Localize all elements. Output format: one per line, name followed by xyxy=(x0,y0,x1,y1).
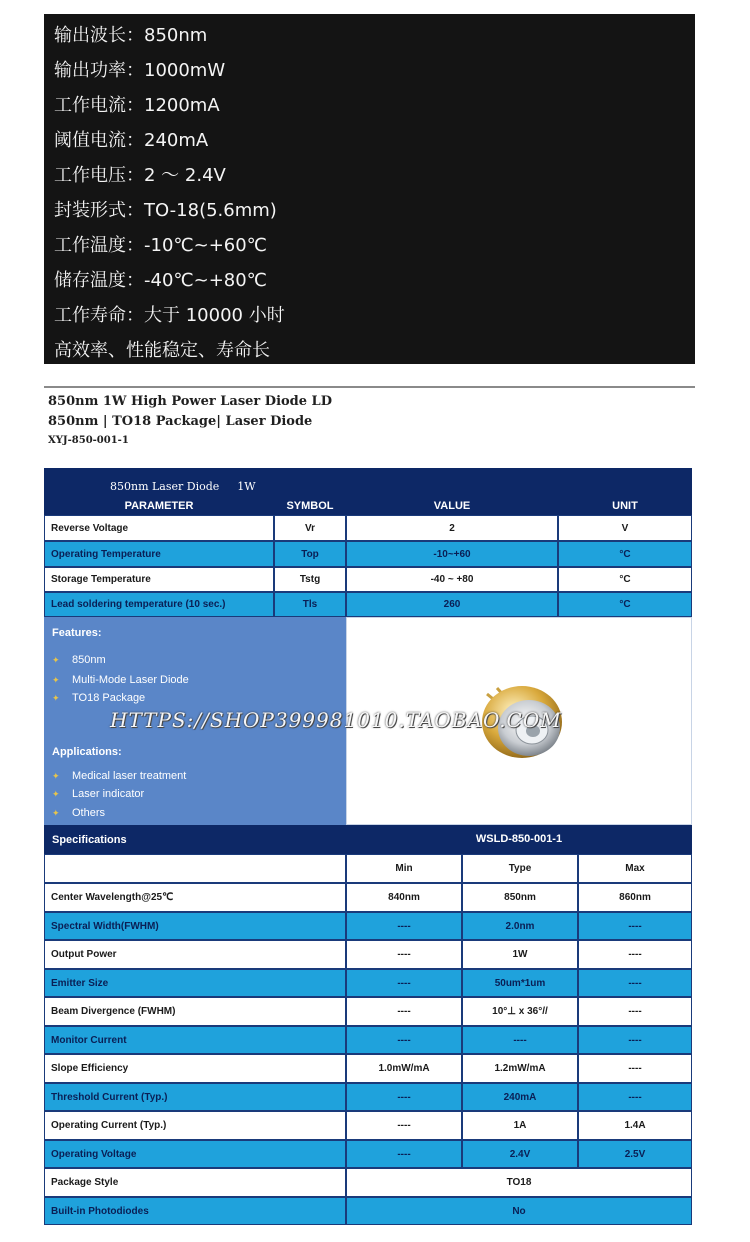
spec-min: ---- xyxy=(346,940,462,969)
spec-min: 1.0mW/mA xyxy=(346,1054,462,1083)
spec-name: Center Wavelength@25℃ xyxy=(44,883,346,912)
ratings-value: 260 xyxy=(346,592,558,617)
spec-name: Output Power xyxy=(44,940,346,969)
col-header-min: Min xyxy=(346,854,462,883)
spec-value: TO18 xyxy=(346,1168,692,1197)
spec-type: 1W xyxy=(462,940,578,969)
divider xyxy=(44,386,695,388)
spec-line: 阈值电流：240mA xyxy=(54,130,209,151)
ratings-value: -40 ~ +80 xyxy=(346,567,558,592)
application-item-label: Others xyxy=(72,807,106,819)
spec-name: Beam Divergence (FWHM) xyxy=(44,997,346,1026)
specs-header-bar xyxy=(44,825,692,854)
header-unit: UNIT xyxy=(558,498,692,515)
spec-type: ---- xyxy=(462,1026,578,1054)
ratings-param: Reverse Voltage xyxy=(44,515,274,541)
col-header-max: Max xyxy=(578,854,692,883)
spec-line: 封装形式：TO-18(5.6mm) xyxy=(54,200,277,221)
specs-model: WSLD-850-001-1 xyxy=(475,833,563,845)
ratings-param: Storage Temperature xyxy=(44,567,274,592)
feature-item xyxy=(52,674,189,686)
features-heading: Features: xyxy=(52,627,102,639)
spec-max: ---- xyxy=(578,940,692,969)
feature-item xyxy=(52,692,145,704)
ratings-symbol: Tstg xyxy=(274,567,346,592)
spec-type: 2.4V xyxy=(462,1140,578,1168)
spec-type: 50um*1um xyxy=(462,969,578,997)
ratings-param: Lead soldering temperature (10 sec.) xyxy=(44,592,274,617)
spec-name: Slope Efficiency xyxy=(44,1054,346,1083)
spec-name: Operating Voltage xyxy=(44,1140,346,1168)
ratings-symbol: Top xyxy=(274,541,346,567)
ratings-unit: °C xyxy=(558,541,692,567)
spec-name: Threshold Current (Typ.) xyxy=(44,1083,346,1111)
spec-min: 840nm xyxy=(346,883,462,912)
ratings-title-power: 1W xyxy=(237,480,256,493)
ratings-symbol: Vr xyxy=(274,515,346,541)
application-item-label: Medical laser treatment xyxy=(72,770,187,782)
product-code: XYJ-850-001-1 xyxy=(48,435,129,446)
product-subtitle: 850nm | TO18 Package| Laser Diode xyxy=(48,414,313,429)
ratings-title-text: 850nm Laser Diode xyxy=(110,480,220,493)
spec-max: ---- xyxy=(578,1026,692,1054)
shop-watermark: HTTPS://SHOP399981010.TAOBAO.COM xyxy=(110,708,562,732)
bullet-icon: ✦ xyxy=(52,693,60,703)
spec-min: ---- xyxy=(346,1083,462,1111)
col-header-type: Type xyxy=(462,854,578,883)
bullet-icon: ✦ xyxy=(52,655,60,665)
spec-name: Operating Current (Typ.) xyxy=(44,1111,346,1140)
spec-line: 高效率、性能稳定、寿命长 xyxy=(54,340,270,361)
header-parameter: PARAMETER xyxy=(44,498,274,515)
applications-heading: Applications: xyxy=(52,746,122,758)
spec-max: 2.5V xyxy=(578,1140,692,1168)
feature-item-label: Multi-Mode Laser Diode xyxy=(72,674,189,686)
spec-min: ---- xyxy=(346,912,462,940)
application-item xyxy=(52,788,144,800)
spec-max: ---- xyxy=(578,912,692,940)
spec-type: 1A xyxy=(462,1111,578,1140)
spec-max: ---- xyxy=(578,969,692,997)
spec-line: 工作寿命：大于 10000 小时 xyxy=(54,305,285,326)
header-value: VALUE xyxy=(346,498,558,515)
ratings-table-title xyxy=(44,468,692,498)
bullet-icon: ✦ xyxy=(52,675,60,685)
feature-item-label: TO18 Package xyxy=(72,692,146,704)
ratings-unit: °C xyxy=(558,567,692,592)
product-title: 850nm 1W High Power Laser Diode LD xyxy=(48,394,332,409)
spec-line: 输出功率：1000mW xyxy=(54,60,226,81)
spec-max: 860nm xyxy=(578,883,692,912)
spec-line: 储存温度：-40℃~+80℃ xyxy=(54,270,267,291)
feature-item xyxy=(52,654,106,666)
spec-type: 1.2mW/mA xyxy=(462,1054,578,1083)
spec-line: 工作电压：2 ～ 2.4V xyxy=(54,165,226,186)
spec-min: ---- xyxy=(346,1140,462,1168)
spec-min: ---- xyxy=(346,1111,462,1140)
spec-min: ---- xyxy=(346,1026,462,1054)
ratings-value: -10~+60 xyxy=(346,541,558,567)
spec-min: ---- xyxy=(346,969,462,997)
application-item xyxy=(52,807,105,819)
header-symbol: SYMBOL xyxy=(274,498,346,515)
bullet-icon: ✦ xyxy=(52,771,60,781)
spec-min: ---- xyxy=(346,997,462,1026)
ratings-unit: °C xyxy=(558,592,692,617)
spec-max: ---- xyxy=(578,997,692,1026)
spec-max: 1.4A xyxy=(578,1111,692,1140)
spec-type: 850nm xyxy=(462,883,578,912)
spec-line: 输出波长：850nm xyxy=(54,25,208,46)
spec-max: ---- xyxy=(578,1083,692,1111)
spec-value: No xyxy=(346,1197,692,1225)
ratings-unit: V xyxy=(558,515,692,541)
spec-type: 240mA xyxy=(462,1083,578,1111)
ratings-param: Operating Temperature xyxy=(44,541,274,567)
spec-name: Emitter Size xyxy=(44,969,346,997)
spec-line: 工作电流：1200mA xyxy=(54,95,220,116)
spec-name: Spectral Width(FWHM) xyxy=(44,912,346,940)
application-item xyxy=(52,770,186,782)
specs-label: Specifications xyxy=(52,834,127,846)
spec-type: 10°⊥ x 36°// xyxy=(462,997,578,1026)
spec-type: 2.0nm xyxy=(462,912,578,940)
bullet-icon: ✦ xyxy=(52,808,60,818)
spec-name: Package Style xyxy=(44,1168,346,1197)
ratings-value: 2 xyxy=(346,515,558,541)
spec-name: Monitor Current xyxy=(44,1026,346,1054)
spec-line: 工作温度：-10℃~+60℃ xyxy=(54,235,267,256)
spec-name: Built-in Photodiodes xyxy=(44,1197,346,1225)
bullet-icon: ✦ xyxy=(52,789,60,799)
spec-max: ---- xyxy=(578,1054,692,1083)
specs-corner xyxy=(44,854,346,883)
chinese-spec-panel xyxy=(44,14,695,364)
ratings-symbol: Tls xyxy=(274,592,346,617)
application-item-label: Laser indicator xyxy=(72,788,145,800)
feature-item-label: 850nm xyxy=(72,654,106,666)
